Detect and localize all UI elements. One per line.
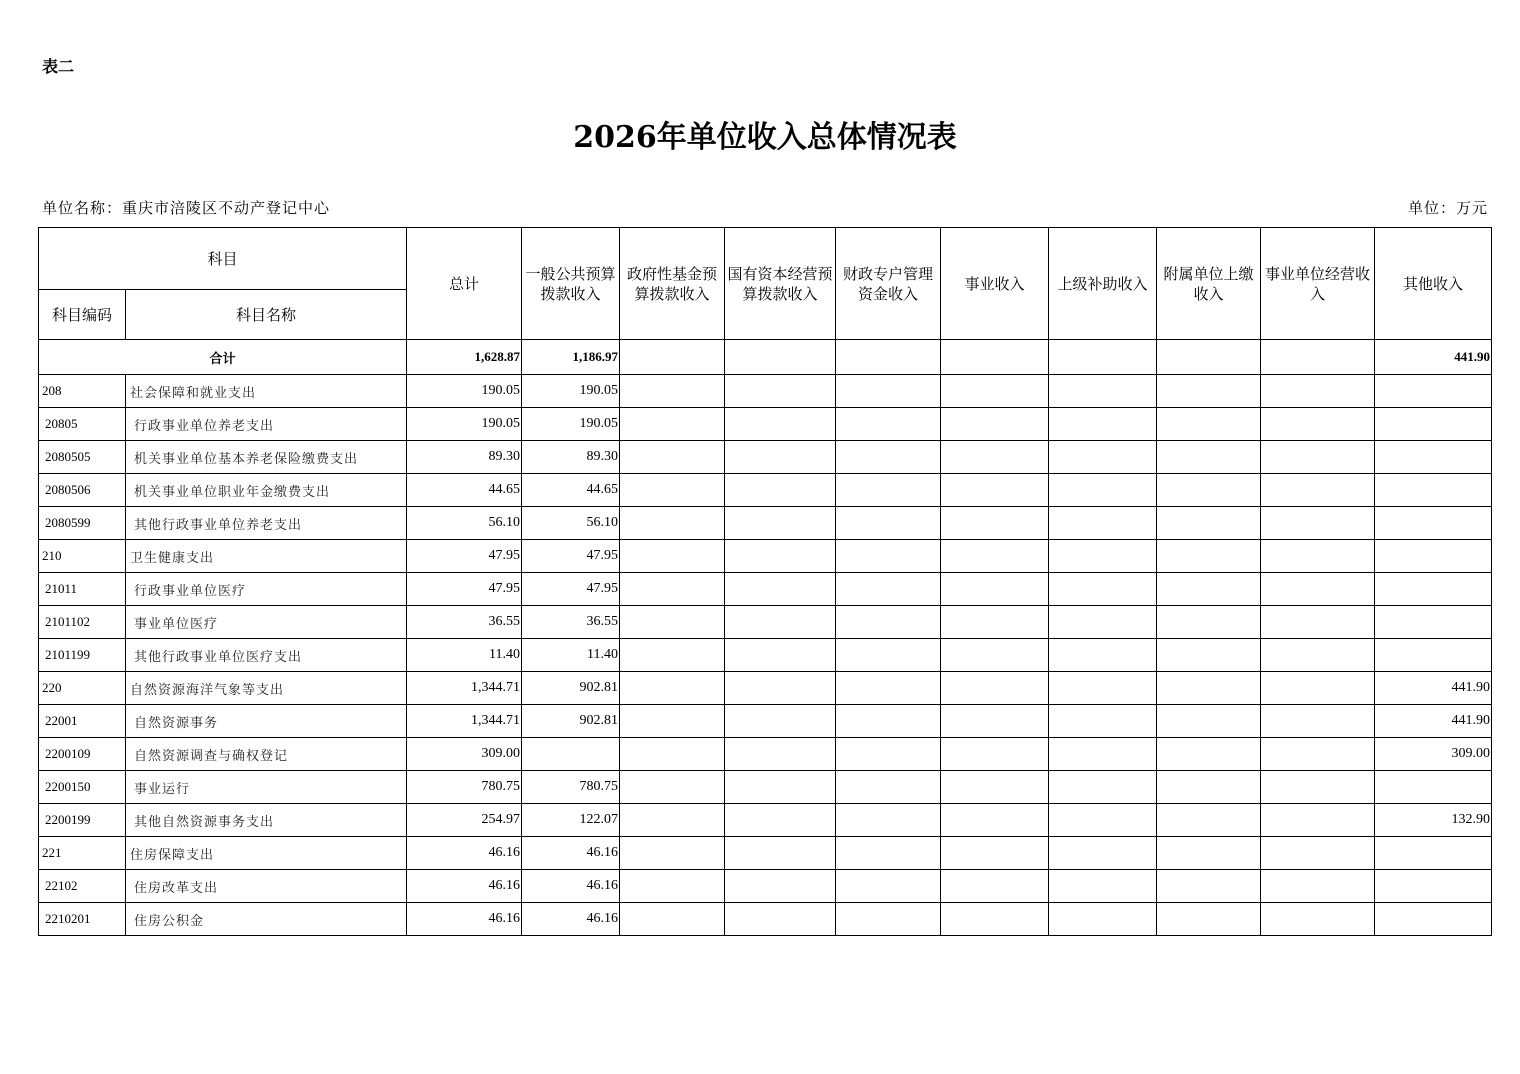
header-operating-income: 事业单位经营收入 [1261, 228, 1375, 340]
table-row [39, 903, 1492, 936]
general-budget-value: 780.75 [522, 771, 620, 804]
header-business-income: 事业收入 [941, 228, 1049, 340]
total-value: 46.16 [407, 837, 522, 870]
subject-name: 事业单位医疗 [126, 606, 407, 639]
other-income-value [1375, 573, 1492, 606]
general-budget-value: 56.10 [522, 507, 620, 540]
page-title: 2026年单位收入总体情况表 [573, 120, 957, 155]
general-budget-value: 44.65 [522, 474, 620, 507]
total-value: 780.75 [407, 771, 522, 804]
other-income-value [1375, 441, 1492, 474]
table-row [39, 573, 1492, 606]
other-income-value [1375, 507, 1492, 540]
total-value: 44.65 [407, 474, 522, 507]
header-total: 总计 [407, 228, 522, 340]
subject-code: 208 [39, 375, 126, 408]
income-table [38, 227, 1492, 936]
subject-code: 2200109 [39, 738, 126, 771]
total-general-budget: 1,186.97 [522, 340, 620, 375]
table-row [39, 804, 1492, 837]
currency-unit-label: 单位：万元 [1407, 199, 1488, 217]
subject-code: 2080599 [39, 507, 126, 540]
general-budget-value: 902.81 [522, 705, 620, 738]
other-income-value [1375, 408, 1492, 441]
total-value: 190.05 [407, 375, 522, 408]
general-budget-value: 47.95 [522, 540, 620, 573]
subject-name: 行政事业单位养老支出 [126, 408, 407, 441]
header-other-income: 其他收入 [1375, 228, 1492, 340]
subject-name: 住房保障支出 [126, 837, 407, 870]
other-income-value [1375, 540, 1492, 573]
subject-code: 22102 [39, 870, 126, 903]
table-row [39, 507, 1492, 540]
table-row [39, 672, 1492, 705]
subject-name: 机关事业单位基本养老保险缴费支出 [126, 441, 407, 474]
other-income-value [1375, 474, 1492, 507]
total-label: 合计 [39, 340, 407, 375]
table-row [39, 540, 1492, 573]
table-row [39, 837, 1492, 870]
table-row [39, 639, 1492, 672]
table-tag: 表二 [42, 57, 75, 76]
subject-code: 2200199 [39, 804, 126, 837]
other-income-value: 132.90 [1375, 804, 1492, 837]
other-income-value [1375, 837, 1492, 870]
subject-code: 221 [39, 837, 126, 870]
other-income-value [1375, 771, 1492, 804]
header-subject-code: 科目编码 [39, 290, 126, 340]
unit-name-label: 单位名称：重庆市涪陵区不动产登记中心 [42, 199, 331, 217]
total-other-income: 441.90 [1375, 340, 1492, 375]
header-superior-subsidy: 上级补助收入 [1049, 228, 1157, 340]
table-row [39, 441, 1492, 474]
other-income-value: 441.90 [1375, 705, 1492, 738]
total-value: 89.30 [407, 441, 522, 474]
table-row [39, 738, 1492, 771]
other-income-value: 441.90 [1375, 672, 1492, 705]
subject-code: 220 [39, 672, 126, 705]
header-general-budget: 一般公共预算拨款收入 [522, 228, 620, 340]
total-value: 36.55 [407, 606, 522, 639]
subject-code: 2210201 [39, 903, 126, 936]
subject-name: 其他行政事业单位医疗支出 [126, 639, 407, 672]
table-row [39, 705, 1492, 738]
total-value: 309.00 [407, 738, 522, 771]
general-budget-value: 47.95 [522, 573, 620, 606]
general-budget-value: 89.30 [522, 441, 620, 474]
table-row [39, 771, 1492, 804]
total-value: 56.10 [407, 507, 522, 540]
table-row [39, 606, 1492, 639]
header-state-capital: 国有资本经营预算拨款收入 [725, 228, 836, 340]
header-subject: 科目 [39, 228, 407, 290]
subject-code: 210 [39, 540, 126, 573]
header-subject-name: 科目名称 [126, 290, 407, 340]
other-income-value [1375, 903, 1492, 936]
subject-name: 其他行政事业单位养老支出 [126, 507, 407, 540]
header-fiscal-special: 财政专户管理资金收入 [836, 228, 941, 340]
total-value: 46.16 [407, 903, 522, 936]
subject-name: 社会保障和就业支出 [126, 375, 407, 408]
subject-name: 住房公积金 [126, 903, 407, 936]
general-budget-value: 36.55 [522, 606, 620, 639]
total-value: 1,344.71 [407, 705, 522, 738]
general-budget-value: 122.07 [522, 804, 620, 837]
general-budget-value [522, 738, 620, 771]
general-budget-value: 46.16 [522, 870, 620, 903]
subject-code: 2101199 [39, 639, 126, 672]
total-value: 190.05 [407, 408, 522, 441]
subject-name: 卫生健康支出 [126, 540, 407, 573]
total-value: 254.97 [407, 804, 522, 837]
subject-code: 2080506 [39, 474, 126, 507]
total-value: 47.95 [407, 540, 522, 573]
table-row [39, 375, 1492, 408]
subject-code: 22001 [39, 705, 126, 738]
total-value: 46.16 [407, 870, 522, 903]
general-budget-value: 46.16 [522, 837, 620, 870]
subject-code: 2080505 [39, 441, 126, 474]
general-budget-value: 190.05 [522, 408, 620, 441]
subject-code: 20805 [39, 408, 126, 441]
general-budget-value: 46.16 [522, 903, 620, 936]
other-income-value [1375, 639, 1492, 672]
total-value: 1,344.71 [407, 672, 522, 705]
other-income-value: 309.00 [1375, 738, 1492, 771]
table-row [39, 474, 1492, 507]
header-affiliated-income: 附属单位上缴收入 [1157, 228, 1261, 340]
total-value: 11.40 [407, 639, 522, 672]
general-budget-value: 190.05 [522, 375, 620, 408]
subject-name: 自然资源海洋气象等支出 [126, 672, 407, 705]
subject-code: 21011 [39, 573, 126, 606]
header-gov-fund: 政府性基金预算拨款收入 [620, 228, 725, 340]
subject-name: 其他自然资源事务支出 [126, 804, 407, 837]
subject-name: 事业运行 [126, 771, 407, 804]
general-budget-value: 11.40 [522, 639, 620, 672]
subject-code: 2101102 [39, 606, 126, 639]
total-sum: 1,628.87 [407, 340, 522, 375]
subject-code: 2200150 [39, 771, 126, 804]
subject-name: 自然资源事务 [126, 705, 407, 738]
subject-name: 住房改革支出 [126, 870, 407, 903]
subject-name: 自然资源调查与确权登记 [126, 738, 407, 771]
table-row [39, 408, 1492, 441]
other-income-value [1375, 870, 1492, 903]
total-value: 47.95 [407, 573, 522, 606]
table-row [39, 870, 1492, 903]
other-income-value [1375, 375, 1492, 408]
subject-name: 机关事业单位职业年金缴费支出 [126, 474, 407, 507]
total-row [39, 340, 1492, 375]
general-budget-value: 902.81 [522, 672, 620, 705]
other-income-value [1375, 606, 1492, 639]
subject-name: 行政事业单位医疗 [126, 573, 407, 606]
